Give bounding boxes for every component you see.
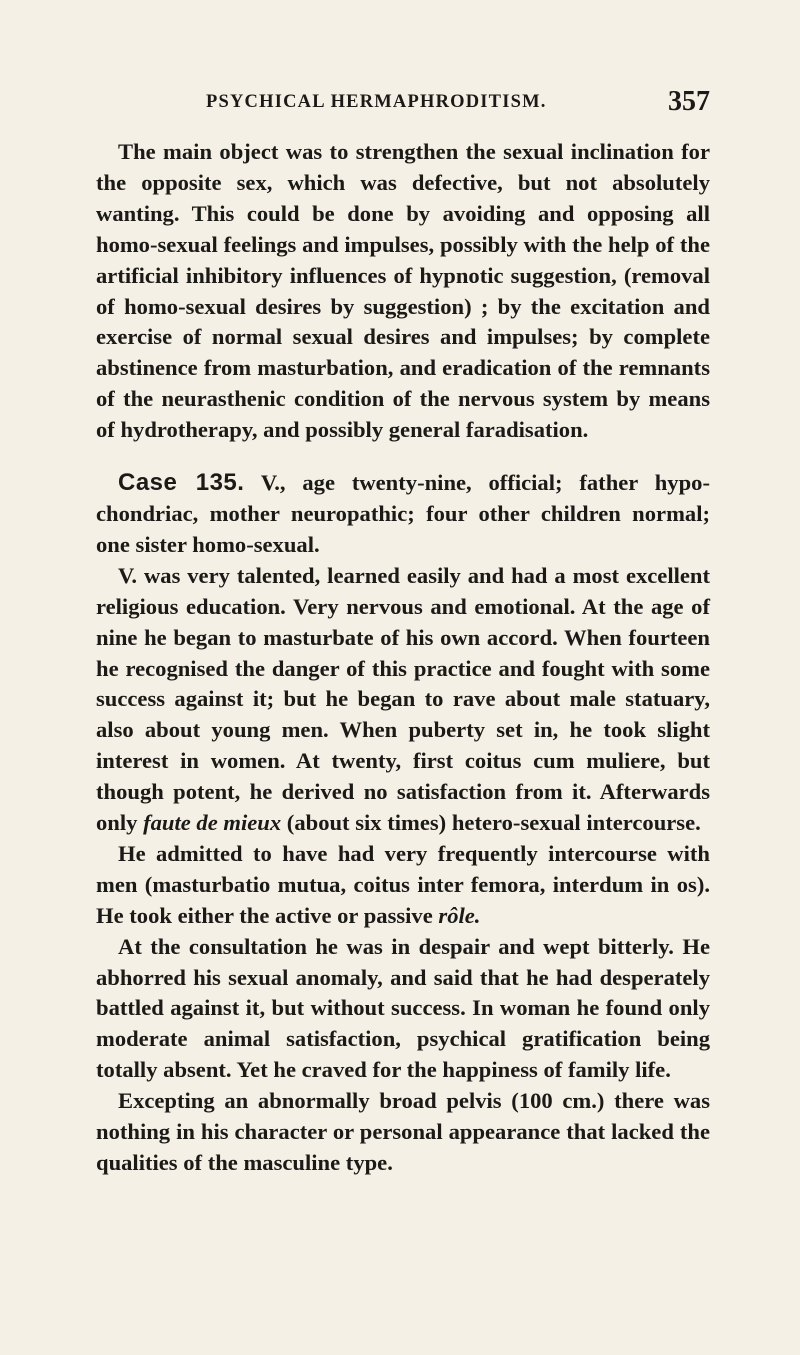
italic-word: rôle. [438, 902, 481, 928]
paragraph-text-end: (about six times) hetero-sexual intercourse. [281, 810, 701, 836]
paragraph-text: Excepting an abnormally broad pelvis (100 cm.) there was nothing in his character or personal appearance that lacked the qualities of the masculine type. [96, 1088, 710, 1175]
italic-phrase: faute de mieux [143, 810, 282, 836]
page-body [96, 137, 710, 1179]
case-paragraph [96, 468, 710, 561]
paragraph-text: The main object was to strengthen the sexual inclination for the opposite sex, which was defective, but not absolutely wanting. This could be done by avoiding and opposing all homo-sexual feelings and impulses, possibly with the help of the artificial inhibitory influences of hypnotic suggestion, (removal of homo-sexual desires by suggestion) ; by the excitation and exercise of normal sexual desires and impulses; by complete abstinence from masturbation, and eradication of the remnants of the neurasthenic condition of the nervous system by means of hydrotherapy, and possibly general faradisation. [96, 139, 710, 443]
page-header [96, 86, 710, 126]
paragraph [96, 1086, 710, 1179]
paragraph [96, 932, 710, 1087]
running-head: PSYCHICAL HERMAPHRODITISM. [206, 92, 547, 112]
case-label: Case 135. [118, 469, 245, 497]
case-intro-text: V., age twenty-nine, official; father hypochondriac, mother neuropathic; four other children normal; one sister homo-sexual. [96, 470, 710, 557]
paragraph [96, 137, 710, 446]
paragraph-text: He admitted to have had very frequently intercourse with men (masturbatio mutua, coitus inter femora, interdum in os). He took either the active or passive [96, 840, 710, 928]
paragraph [96, 561, 710, 839]
page-number: 357 [668, 86, 710, 117]
paragraph-text: At the consultation he was in despair and wept bitterly. He abhorred his sexual anomaly, and said that he had desperately battled against it, but without success. In woman he found only moderate animal satisfaction, psychical gratification being totally absent. Yet he craved for the happiness of family life. [96, 933, 710, 1083]
paragraph [96, 839, 710, 932]
paragraph-text: V. was very talented, learned easily and had a most excellent religious education. Very nervous and emotional. At the age of nine he began to masturbate of his own accord. When fourteen he recognised the danger of this practice and fought with some success against it; but he began to rave about male statuary, also about young men. When puberty set in, he took slight interest in women. At twenty, first coitus cum muliere, but though potent, he derived no satisfaction from it. Afterwards only [96, 562, 710, 836]
